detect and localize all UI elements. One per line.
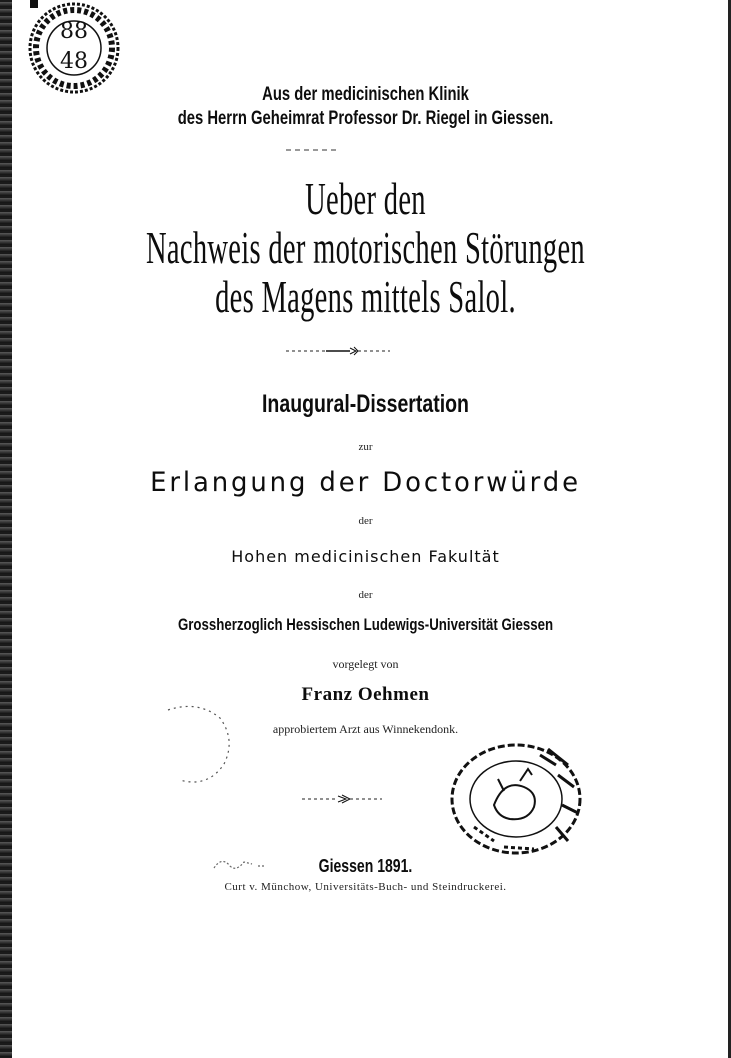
title-line-3: des Magens mittels Salol. <box>215 271 516 322</box>
small-divider <box>286 147 336 153</box>
title-line-2: Nachweis der motorischen Störungen <box>145 222 586 273</box>
university-library-seal-icon <box>444 735 594 865</box>
place-year: Giessen 1891. <box>318 856 413 876</box>
ornamental-divider-2 <box>302 794 382 804</box>
zur-text: zur <box>358 441 373 453</box>
der-text-2: der <box>358 589 373 601</box>
faculty-line: Hohen medicinischen Fakultät <box>231 547 500 566</box>
printer-line: Curt v. Münchow, Universitäts-Buch- und Steindruckerei. <box>224 881 507 893</box>
book-binding-edge <box>0 0 12 1058</box>
university-line: Grossherzoglich Hessischen Ludewigs-Universität Giessen <box>177 615 554 634</box>
presented-by-text: vorgelegt von <box>332 657 399 671</box>
clinic-line: Aus der medicinischen Klinik <box>262 84 469 105</box>
dissertation-heading: Inaugural-Dissertation <box>262 390 469 418</box>
title-line-1: Ueber den <box>305 173 426 224</box>
professor-line: des Herrn Geheimrat Professor Dr. Riegel in Giessen. <box>177 108 554 129</box>
der-text-1: der <box>358 515 373 527</box>
author-description: approbiertem Arzt aus Winnekendonk. <box>272 722 459 736</box>
purpose-line: Erlangung der Doctorwürde <box>150 467 581 498</box>
stamp-number-top: 88 <box>60 19 88 44</box>
stamp-number-bottom: 48 <box>60 49 88 74</box>
ornamental-divider-1 <box>286 345 390 357</box>
author-name: Franz Oehmen <box>301 684 430 705</box>
library-stamp-bottom <box>444 735 594 870</box>
faint-stamp-mark <box>158 700 238 790</box>
